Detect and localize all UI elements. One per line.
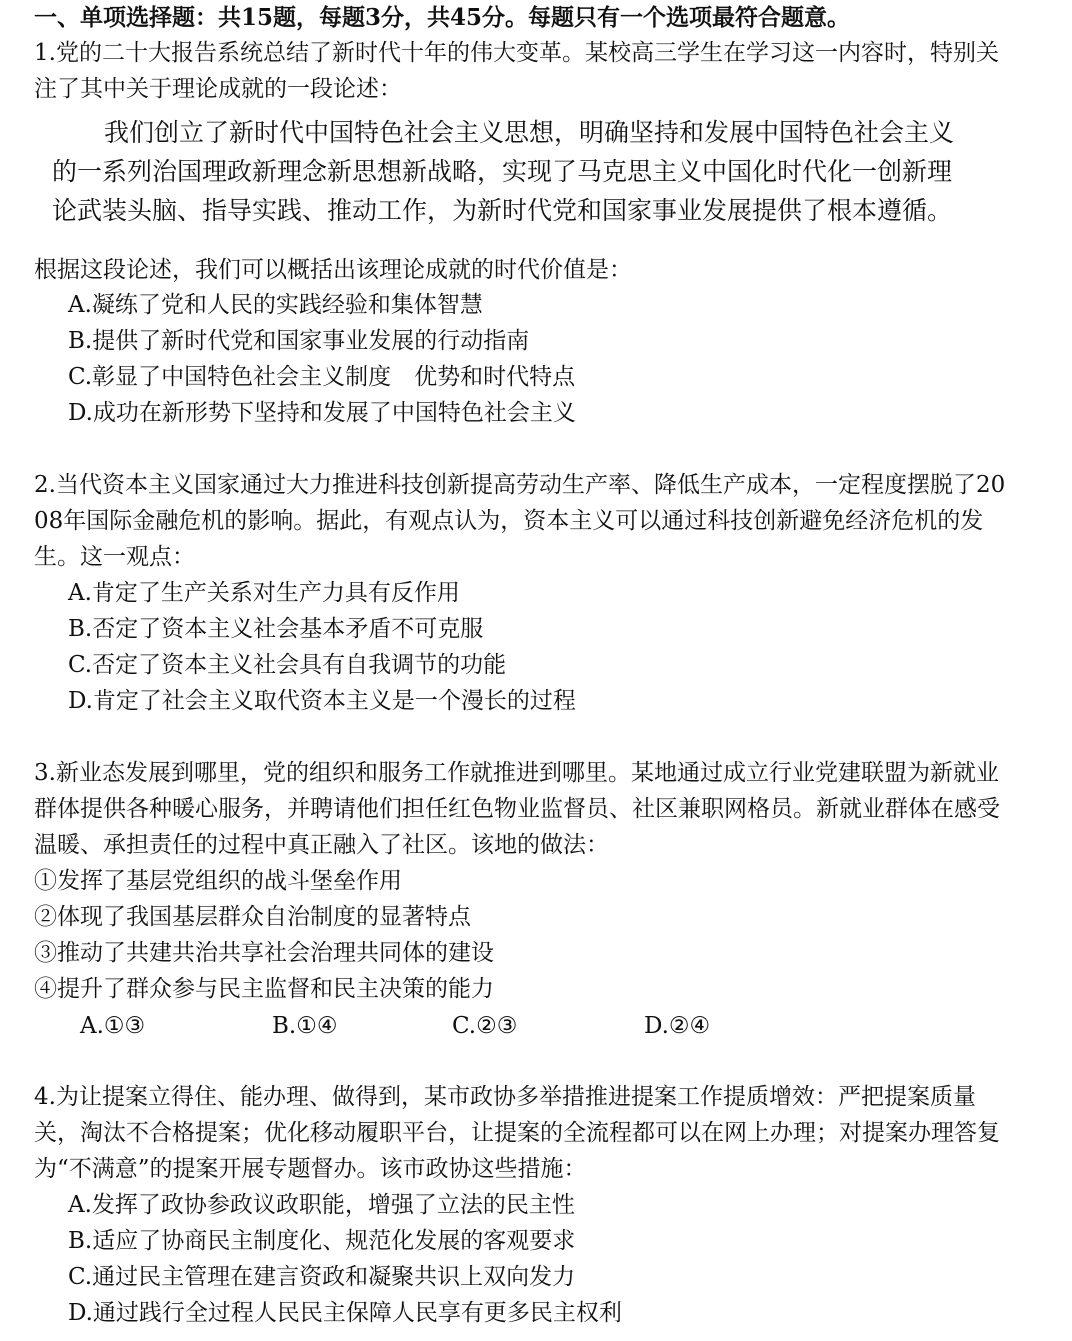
question-1-option-b: B.提供了新时代党和国家事业发展的行动指南	[68, 328, 530, 354]
question-2-option-d: D.肯定了社会主义取代资本主义是一个漫长的过程	[68, 688, 576, 714]
question-2-stem-line: 生。这一观点：	[34, 544, 195, 570]
question-3-choice-d: D.②④	[644, 1013, 711, 1039]
question-3-statement: ①发挥了基层党组织的战斗堡垒作用	[34, 868, 402, 894]
question-3-choice-a: A.①③	[80, 1013, 146, 1039]
question-2-stem-line: 2.当代资本主义国家通过大力推进科技创新提高劳动生产率、降低生产成本，一定程度摆脱了20	[34, 472, 1006, 498]
question-3-choice-c: C.②③	[452, 1013, 518, 1039]
question-4-option-a: A.发挥了政协参政议政职能，增强了立法的民主性	[68, 1192, 575, 1218]
quote-line: 我们创立了新时代中国特色社会主义思想，明确坚持和发展中国特色社会主义	[104, 118, 955, 147]
question-4-stem-line: 4.为让提案立得住、能办理、做得到，某市政协多举措推进提案工作提质增效：严把提案质量	[34, 1084, 976, 1110]
question-4-option-c: C.通过民主管理在建言资政和凝聚共识上双向发力	[68, 1264, 576, 1290]
question-3-stem-line: 群体提供各种暖心服务，并聘请他们担任红色物业监督员、社区兼职网格员。新就业群体在感受	[34, 796, 1000, 822]
question-4-option-d: D.通过践行全过程人民民主保障人民享有更多民主权利	[68, 1300, 622, 1326]
question-1-option-a: A.凝练了党和人民的实践经验和集体智慧	[68, 292, 483, 318]
question-3-stem-line: 温暖、承担责任的过程中真正融入了社区。该地的做法：	[34, 832, 609, 858]
question-1-stem-line: 注了其中关于理论成就的一段论述：	[34, 76, 402, 102]
question-2-option-a: A.肯定了生产关系对生产力具有反作用	[68, 580, 460, 606]
question-3-stem-line: 3.新业态发展到哪里，党的组织和服务工作就推进到哪里。某地通过成立行业党建联盟为新就业	[34, 760, 999, 786]
question-2-stem-line: 08年国际金融危机的影响。据此，有观点认为，资本主义可以通过科技创新避免经济危机的发	[34, 508, 984, 534]
question-4-option-b: B.适应了协商民主制度化、规范化发展的客观要求	[68, 1228, 576, 1254]
question-2-option-b: B.否定了资本主义社会基本矛盾不可克服	[68, 616, 484, 642]
question-1-option-c: C.彰显了中国特色社会主义制度 优势和时代特点	[68, 364, 576, 390]
question-3-statement: ④提升了群众参与民主监督和民主决策的能力	[34, 976, 494, 1002]
question-1-prompt: 根据这段论述，我们可以概括出该理论成就的时代价值是：	[34, 257, 632, 283]
question-3-choice-b: B.①④	[272, 1013, 338, 1039]
question-1-option-d: D.成功在新形势下坚持和发展了中国特色社会主义	[68, 400, 576, 426]
question-2-option-c: C.否定了资本主义社会具有自我调节的功能	[68, 652, 507, 678]
question-3-statement: ②体现了我国基层群众自治制度的显著特点	[34, 904, 471, 930]
quote-line: 论武装头脑、指导实践、推动工作，为新时代党和国家事业发展提供了根本遵循。	[52, 196, 953, 225]
quote-line: 的一系列治国理政新理念新思想新战略，实现了马克思主义中国化时代化一创新理	[52, 157, 953, 186]
question-4-stem-line: 为“不满意”的提案开展专题督办。该市政协这些措施：	[34, 1156, 587, 1182]
question-1-stem-line: 1.党的二十大报告系统总结了新时代十年的伟大变革。某校高三学生在学习这一内容时，特别关	[34, 40, 999, 66]
question-4-stem-line: 关，淘汰不合格提案；优化移动履职平台，让提案的全流程都可以在网上办理；对提案办理答复	[34, 1120, 1000, 1146]
question-3-statement: ③推动了共建共治共享社会治理共同体的建设	[34, 940, 494, 966]
section-title: 一、单项选择题：共15题，每题3分，共45分。每题只有一个选项最符合题意。	[34, 4, 851, 31]
